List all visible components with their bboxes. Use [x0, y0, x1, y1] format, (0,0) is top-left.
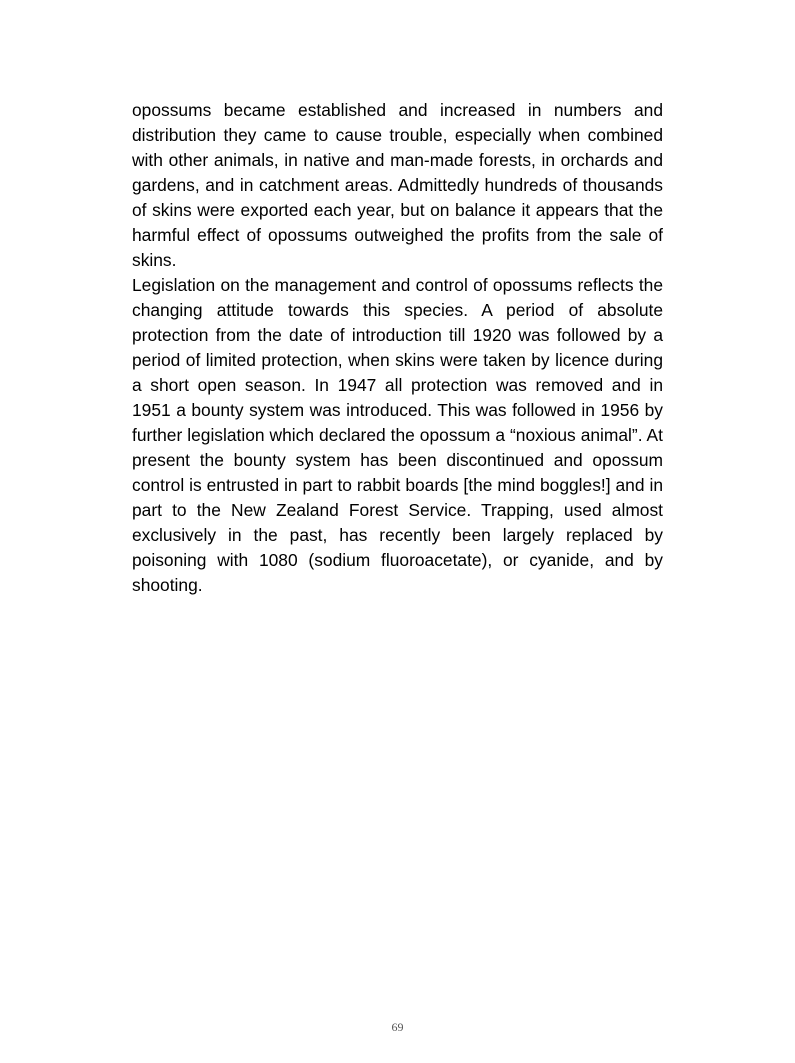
page-number: 69 [391, 1020, 404, 1034]
paragraph: Legislation on the management and control of opossums reflects the changing attitude towards this species. A period of absolute protection from the date of introduction till 1920 was followed by a period of limited protection, when skins were taken by licence during a short open season. In 1947 all protection was removed and in 1951 a bounty system was introduced. This was followed in 1956 by further legislation which declared the opossum a “noxious animal”. At present the bounty system has been discontinued and opossum control is entrusted in part to rabbit boards [the mind boggles!] and in part to the New Zealand Forest Service. Trapping, used almost exclusively in the past, has recently been largely replaced by poisoning with 1080 (sodium fluoroacetate), or cyanide, and by shooting. [132, 275, 663, 595]
paragraph: opossums became established and increased in numbers and distribution they came to cause trouble, especially when combined with other animals, in native and man-made forests, in orchards and gardens, and in catchment areas. Admittedly hundreds of thousands of skins were exported each year, but on balance it appears that the harmful effect of opossums outweighed the profits from the sale of skins. [132, 100, 663, 270]
body-text [132, 98, 663, 598]
